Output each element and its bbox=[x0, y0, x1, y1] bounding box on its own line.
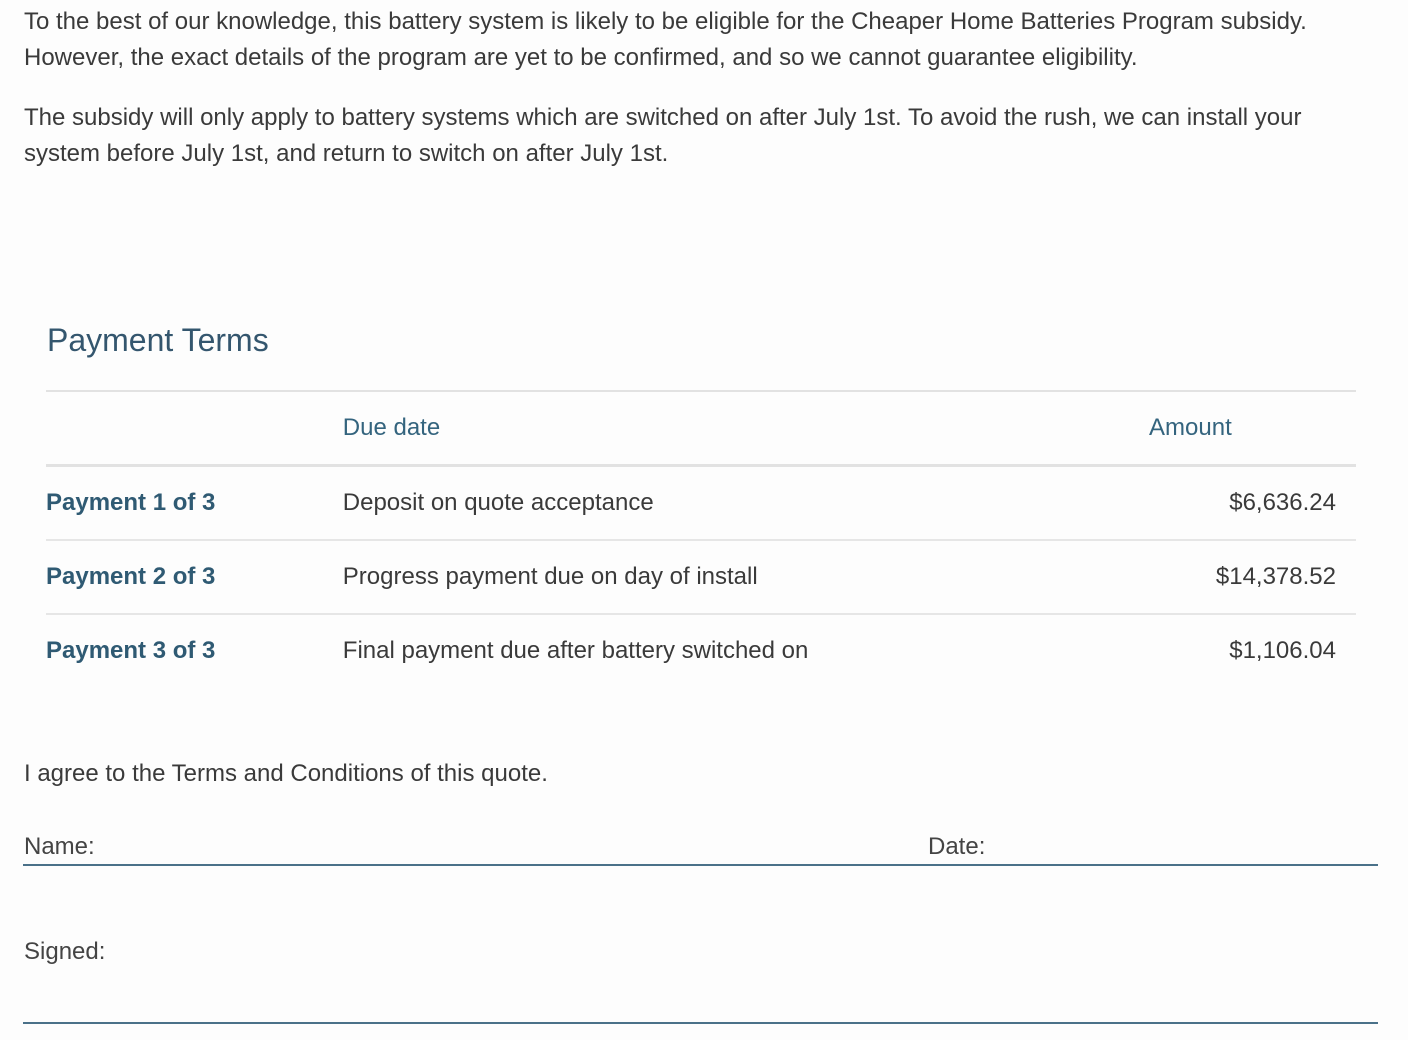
header-blank bbox=[46, 391, 343, 466]
payment-label: Payment 3 of 3 bbox=[46, 637, 216, 664]
header-amount: Amount bbox=[1149, 414, 1232, 441]
table-header-row bbox=[46, 391, 1356, 466]
payment-terms-title: Payment Terms bbox=[47, 322, 269, 358]
subsidy-timing-paragraph: The subsidy will only apply to battery systems which are switched on after July 1st. To avoid the rush, we can install your system before July 1st, and return to switch on after July 1st. bbox=[24, 104, 1302, 167]
name-label: Name: bbox=[24, 833, 95, 860]
payment-label: Payment 2 of 3 bbox=[46, 563, 216, 590]
date-label: Date: bbox=[928, 833, 986, 860]
table-row bbox=[46, 614, 1356, 687]
intro-section bbox=[24, 4, 1364, 196]
payment-label: Payment 1 of 3 bbox=[46, 489, 216, 516]
payment-terms-table bbox=[46, 390, 1356, 687]
payment-due: Final payment due after battery switched on bbox=[342, 637, 809, 664]
subsidy-eligibility-paragraph: To the best of our knowledge, this battery system is likely to be eligible for the Cheaper Home Batteries Program subsidy. However, the exact details of the program are yet to be confirmed, and so we cannot guarantee eligibility. bbox=[24, 8, 1307, 71]
payment-due: Deposit on quote acceptance bbox=[342, 489, 654, 516]
payment-amount: $6,636.24 bbox=[1229, 489, 1336, 516]
table-row bbox=[46, 540, 1356, 614]
agreement-statement: I agree to the Terms and Conditions of this quote. bbox=[24, 760, 548, 787]
payment-amount: $14,378.52 bbox=[1215, 563, 1336, 590]
payment-due: Progress payment due on day of install bbox=[342, 563, 758, 590]
name-date-signature-line bbox=[23, 864, 1378, 866]
table-row bbox=[46, 466, 1356, 541]
payment-amount: $1,106.04 bbox=[1229, 637, 1336, 664]
header-due-date: Due date bbox=[342, 414, 441, 441]
signed-label: Signed: bbox=[24, 938, 106, 965]
signed-signature-line bbox=[23, 1022, 1378, 1024]
